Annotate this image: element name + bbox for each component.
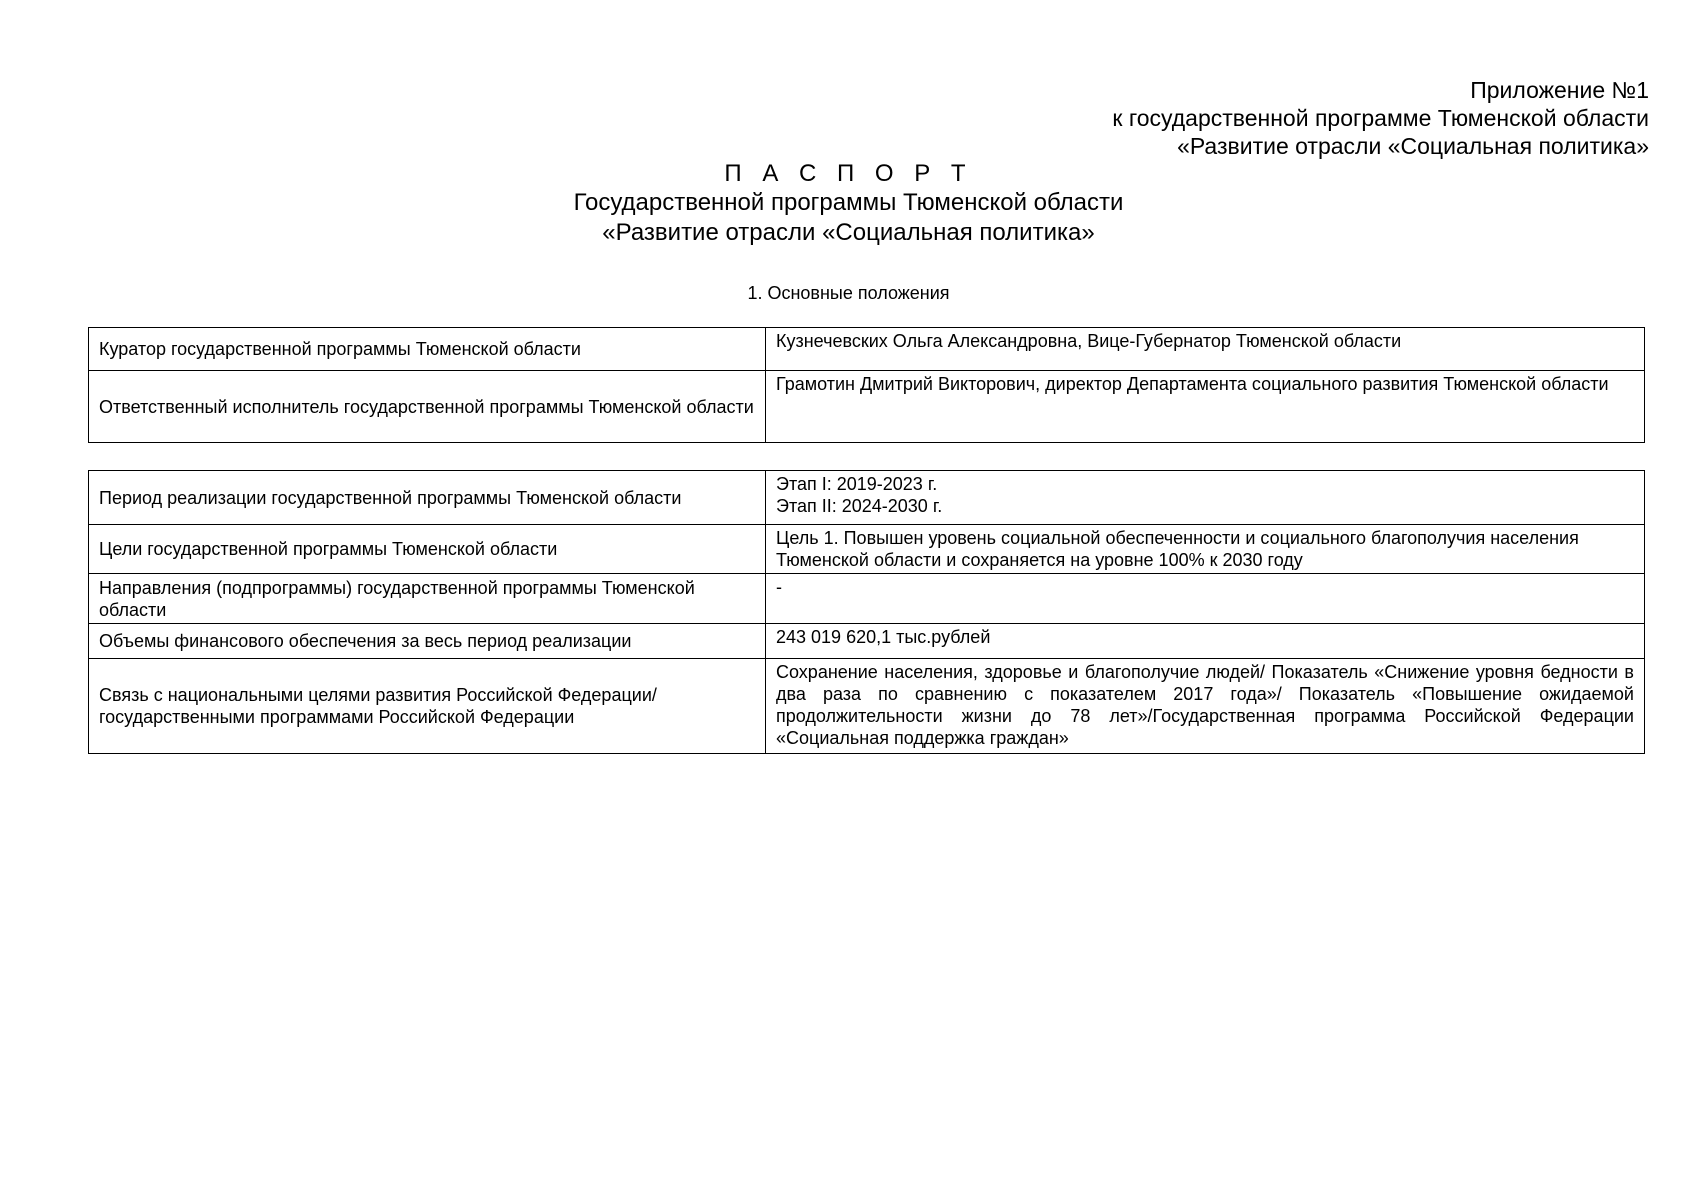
period-label: Период реализации государственной программы Тюменской области xyxy=(89,471,766,525)
table-row xyxy=(89,659,1645,754)
appendix-line-3: «Развитие отрасли «Социальная политика» xyxy=(1177,133,1649,159)
document-title xyxy=(0,160,1697,248)
national-goals-value: Сохранение населения, здоровье и благополучие людей/ Показатель «Снижение уровня бедности в два раза по сравнению с показателем 2017 года»/ Показатель «Повышение ожидаемой продолжительности жизни до 78 лет»/Государственная программа Российской Федерации «Социальная поддержка граждан» xyxy=(766,659,1645,754)
curator-value: Кузнечевских Ольга Александровна, Вице-Губернатор Тюменской области xyxy=(766,328,1645,371)
goals-label: Цели государственной программы Тюменской области xyxy=(89,525,766,574)
appendix-line-1: Приложение №1 xyxy=(1470,77,1649,103)
appendix-line-2: к государственной программе Тюменской области xyxy=(1112,105,1649,131)
period-stage-1: Этап I: 2019-2023 г. xyxy=(776,474,938,494)
table-row xyxy=(89,371,1645,443)
table-row xyxy=(89,328,1645,371)
program-details-table xyxy=(88,470,1645,754)
goals-value: Цель 1. Повышен уровень социальной обеспеченности и социального благополучия населения Тюменской области и сохраняется на уровне 100% к 2030 году xyxy=(766,525,1645,574)
main-provisions-table xyxy=(88,327,1645,443)
executor-value: Грамотин Дмитрий Викторович, директор Департамента социального развития Тюменской области xyxy=(766,371,1645,443)
table-row xyxy=(89,471,1645,525)
executor-label: Ответственный исполнитель государственной программы Тюменской области xyxy=(89,371,766,443)
passport-heading: П А С П О Р Т xyxy=(724,160,973,187)
period-stage-2: Этап II: 2024-2030 г. xyxy=(776,496,943,516)
section-title: 1. Основные положения xyxy=(747,283,950,303)
curator-label: Куратор государственной программы Тюменской области xyxy=(89,328,766,371)
table-row xyxy=(89,624,1645,659)
period-value xyxy=(766,471,1645,525)
funding-label: Объемы финансового обеспечения за весь период реализации xyxy=(89,624,766,659)
appendix-note xyxy=(949,76,1649,160)
national-goals-label: Связь с национальными целями развития Российской Федерации/ государственными программами Российской Федерации xyxy=(89,659,766,754)
table-row xyxy=(89,574,1645,624)
program-title-line-1: Государственной программы Тюменской области xyxy=(573,189,1124,216)
subprograms-value: - xyxy=(766,574,1645,624)
program-title-line-2: «Развитие отрасли «Социальная политика» xyxy=(602,219,1095,246)
subprograms-label: Направления (подпрограммы) государственной программы Тюменской области xyxy=(89,574,766,624)
table-row xyxy=(89,525,1645,574)
funding-value: 243 019 620,1 тыс.рублей xyxy=(766,624,1645,659)
